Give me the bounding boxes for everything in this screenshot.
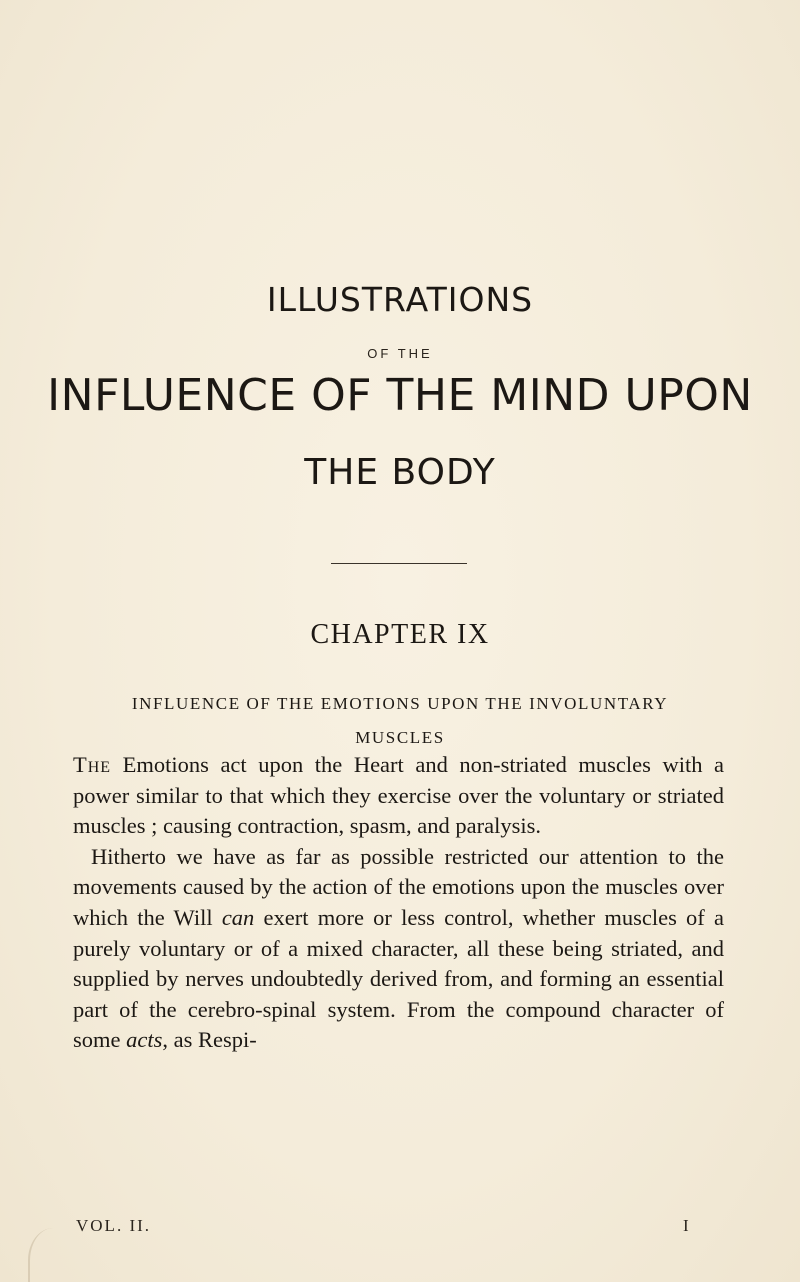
- signature-mark: I: [683, 1216, 689, 1235]
- paragraph-2-text-a: Hitherto we have as far as possible restricted our attention to the movements caused by the action of the emotions upon the muscles over which the Will: [73, 843, 724, 930]
- paragraph-2-text-b: exert more or less control, whether muscles of a purely voluntary or of a mixed character, all these being striated, and supplied by nerves undoubtedly derived from, and forming an essential part of the cerebro-spinal system. From the compound character of some: [73, 904, 724, 1053]
- title-line-2: INFLUENCE OF THE MIND UPON: [47, 370, 753, 421]
- title-line-1: ILLUSTRATIONS: [266, 280, 534, 319]
- chapter-subtitle: INFLUENCE OF THE EMOTIONS UPON THE INVOLUNTARY MUSCLES: [131, 694, 669, 747]
- paragraph-2-italic-can: can: [221, 904, 255, 930]
- volume-marker: VOL. II.: [76, 1216, 152, 1235]
- title-of-the: OF THE: [367, 346, 433, 361]
- chapter-heading: CHAPTER IX: [310, 619, 490, 650]
- paragraph-1-first-word: The: [73, 752, 112, 777]
- title-divider-rule: [331, 563, 467, 564]
- paragraph-2: [73, 842, 724, 1056]
- body-text: [73, 750, 724, 1056]
- paragraph-1: [73, 750, 724, 842]
- title-line-3: THE BODY: [304, 452, 496, 493]
- paragraph-1-text: Emotions act upon the Heart and non-striated muscles with a power similar to that which they exercise over the voluntary or striated muscles ; causing contraction, spasm, and paralysis.: [73, 752, 724, 839]
- paragraph-2-italic-acts: acts: [126, 1027, 163, 1053]
- page-stain: [28, 1228, 70, 1282]
- paragraph-2-text-c: , as Respi-: [162, 1027, 257, 1053]
